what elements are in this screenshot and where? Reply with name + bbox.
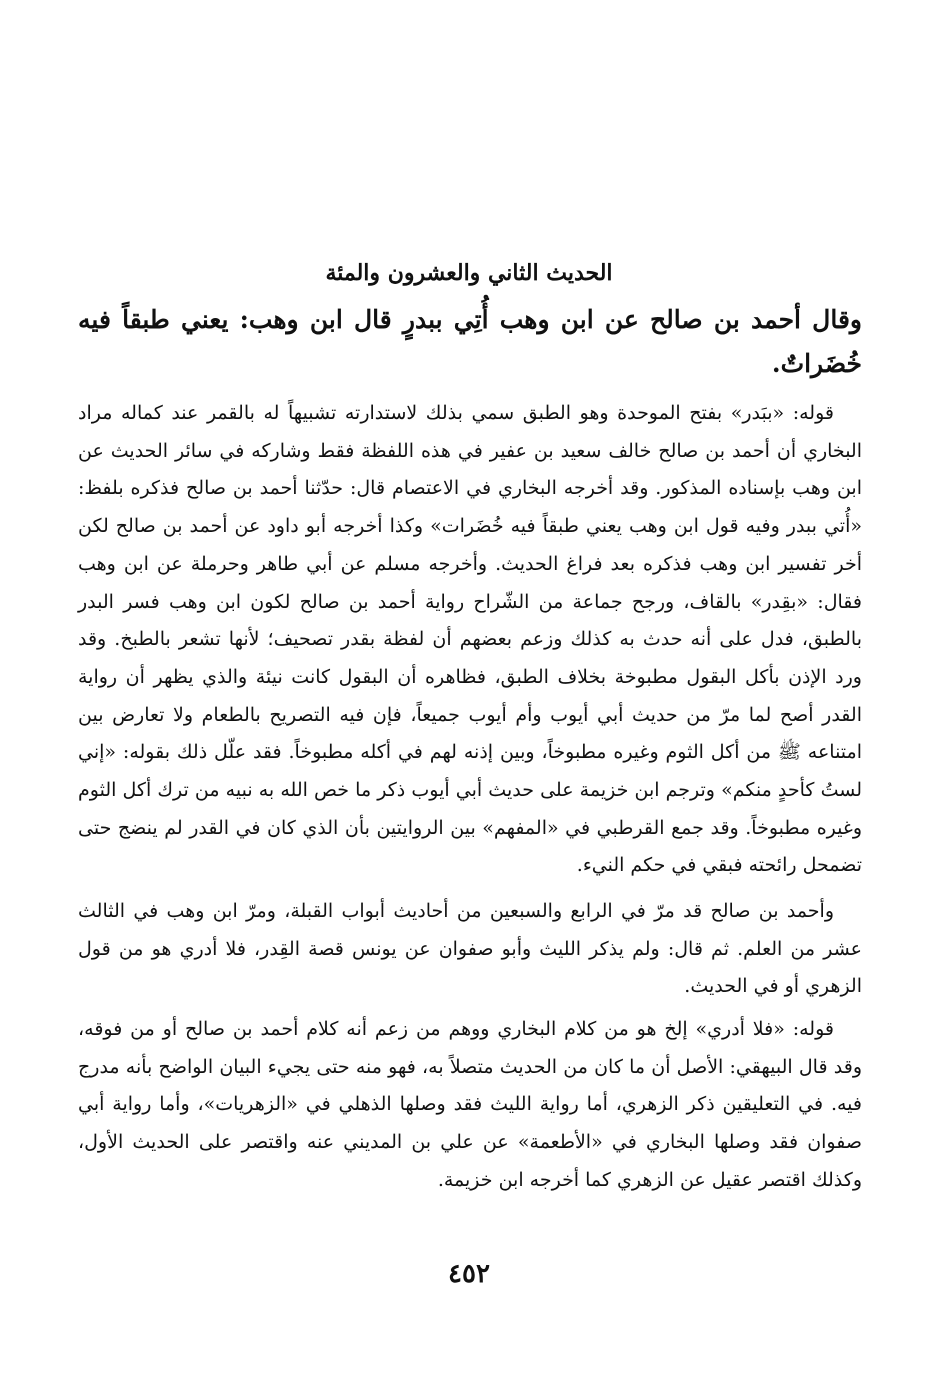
paragraph-text: قوله: «فلا أدري» إلخ هو من كلام البخاري ووهم من زعم أنه كلام أحمد بن صالح أو من فوقه، وقد قال البيهقي: الأصل أن ما كان من الحديث متصلاً به، فهو منه حتى يجيء البيان الواضح بأنه مدرج فيه. في التعليقين ذكر الزهري، أما رواية الليث فقد وصلها الذهلي في «الزهريات»، وأما رواية أبي صفوان فقد وصلها البخاري في «الأطعمة» عن علي بن المديني عنه واقتصر على الحديث الأول، وكذلك اقتصر عقيل عن الزهري كما أخرجه ابن خزيمة. [78,1018,862,1191]
paragraph-text: وأحمد بن صالح قد مرّ في الرابع والسبعين من أحاديث أبواب القبلة، ومرّ ابن وهب في الثالث عشر من العلم. ثم قال: ولم يذكر الليث وأبو صفوان عن يونس قصة القِدر، فلا أدري هو من قول الزهري أو في الحديث. [78,900,863,998]
commentary-paragraph-3 [78,1011,862,1200]
hadith-heading: الحديث الثاني والعشرون والمئة [325,260,613,286]
commentary-paragraph-1 [78,395,862,885]
paragraph-text: قوله: «ببَدر» بفتح الموحدة وهو الطبق سمي بذلك لاستدارته تشبيهاً له بالقمر عند كماله مراد البخاري أن أحمد بن صالح خالف سعيد بن عفير في هذه اللفظة فقط وشاركه في سائر الحديث عن ابن وهب بإسناده المذكور. وقد أخرجه البخاري في الاعتصام قال: حدّثنا أحمد بن صالح فذكره بلفظ: «أُتي ببدر وفيه قول ابن وهب يعني طبقاً فيه خُضَرات» وكذا أخرجه أبو داود عن أحمد بن صالح لكن أخر تفسير ابن وهب فذكره بعد فراغ الحديث. وأخرجه مسلم عن أبي طاهر وحرملة عن ابن وهب فقال: «بقِدر» بالقاف، ورجح جماعة من الشّراح رواية أحمد بن صالح لكون ابن وهب فسر البدر بالطبق، فدل على أنه حدث به كذلك وزعم بعضهم أن لفظة بقدر تصحيف؛ لأنها تشعر بالطبخ. وقد ورد الإذن بأكل البقول مطبوخة بخلاف الطبق، فظاهره أن البقول كانت نيئة والذي يظهر أن رواية القدر أصح لما مرّ من حديث أبي أيوب وأم أيوب جميعاً، فإن فيه التصريح بالطعام ولا تعارض بين امتناعه ﷺ من أكل الثوم وغيره مطبوخاً، وبين إذنه لهم في أكله مطبوخاً. فقد علّل ذلك بقوله: «إني لستُ كأحدٍ منكم» وترجم ابن خزيمة على حديث أبي أيوب ذكر ما خص الله به نبيه من ترك أكل الثوم وغيره مطبوخاً. وقد جمع القرطبي في «المفهم» بين الروايتين بأن الذي كان في القدر لم ينضج حتى تضمحل رائحته فبقي في حكم النيء. [78,402,862,877]
page-number: ٤٥٢ [448,1259,490,1289]
commentary-paragraph-2 [78,893,862,1006]
hadith-text: وقال أحمد بن صالح عن ابن وهب أُتِي ببدرٍ قال ابن وهب: يعني طبقاً فيه خُضَراتٌ. [78,305,862,378]
